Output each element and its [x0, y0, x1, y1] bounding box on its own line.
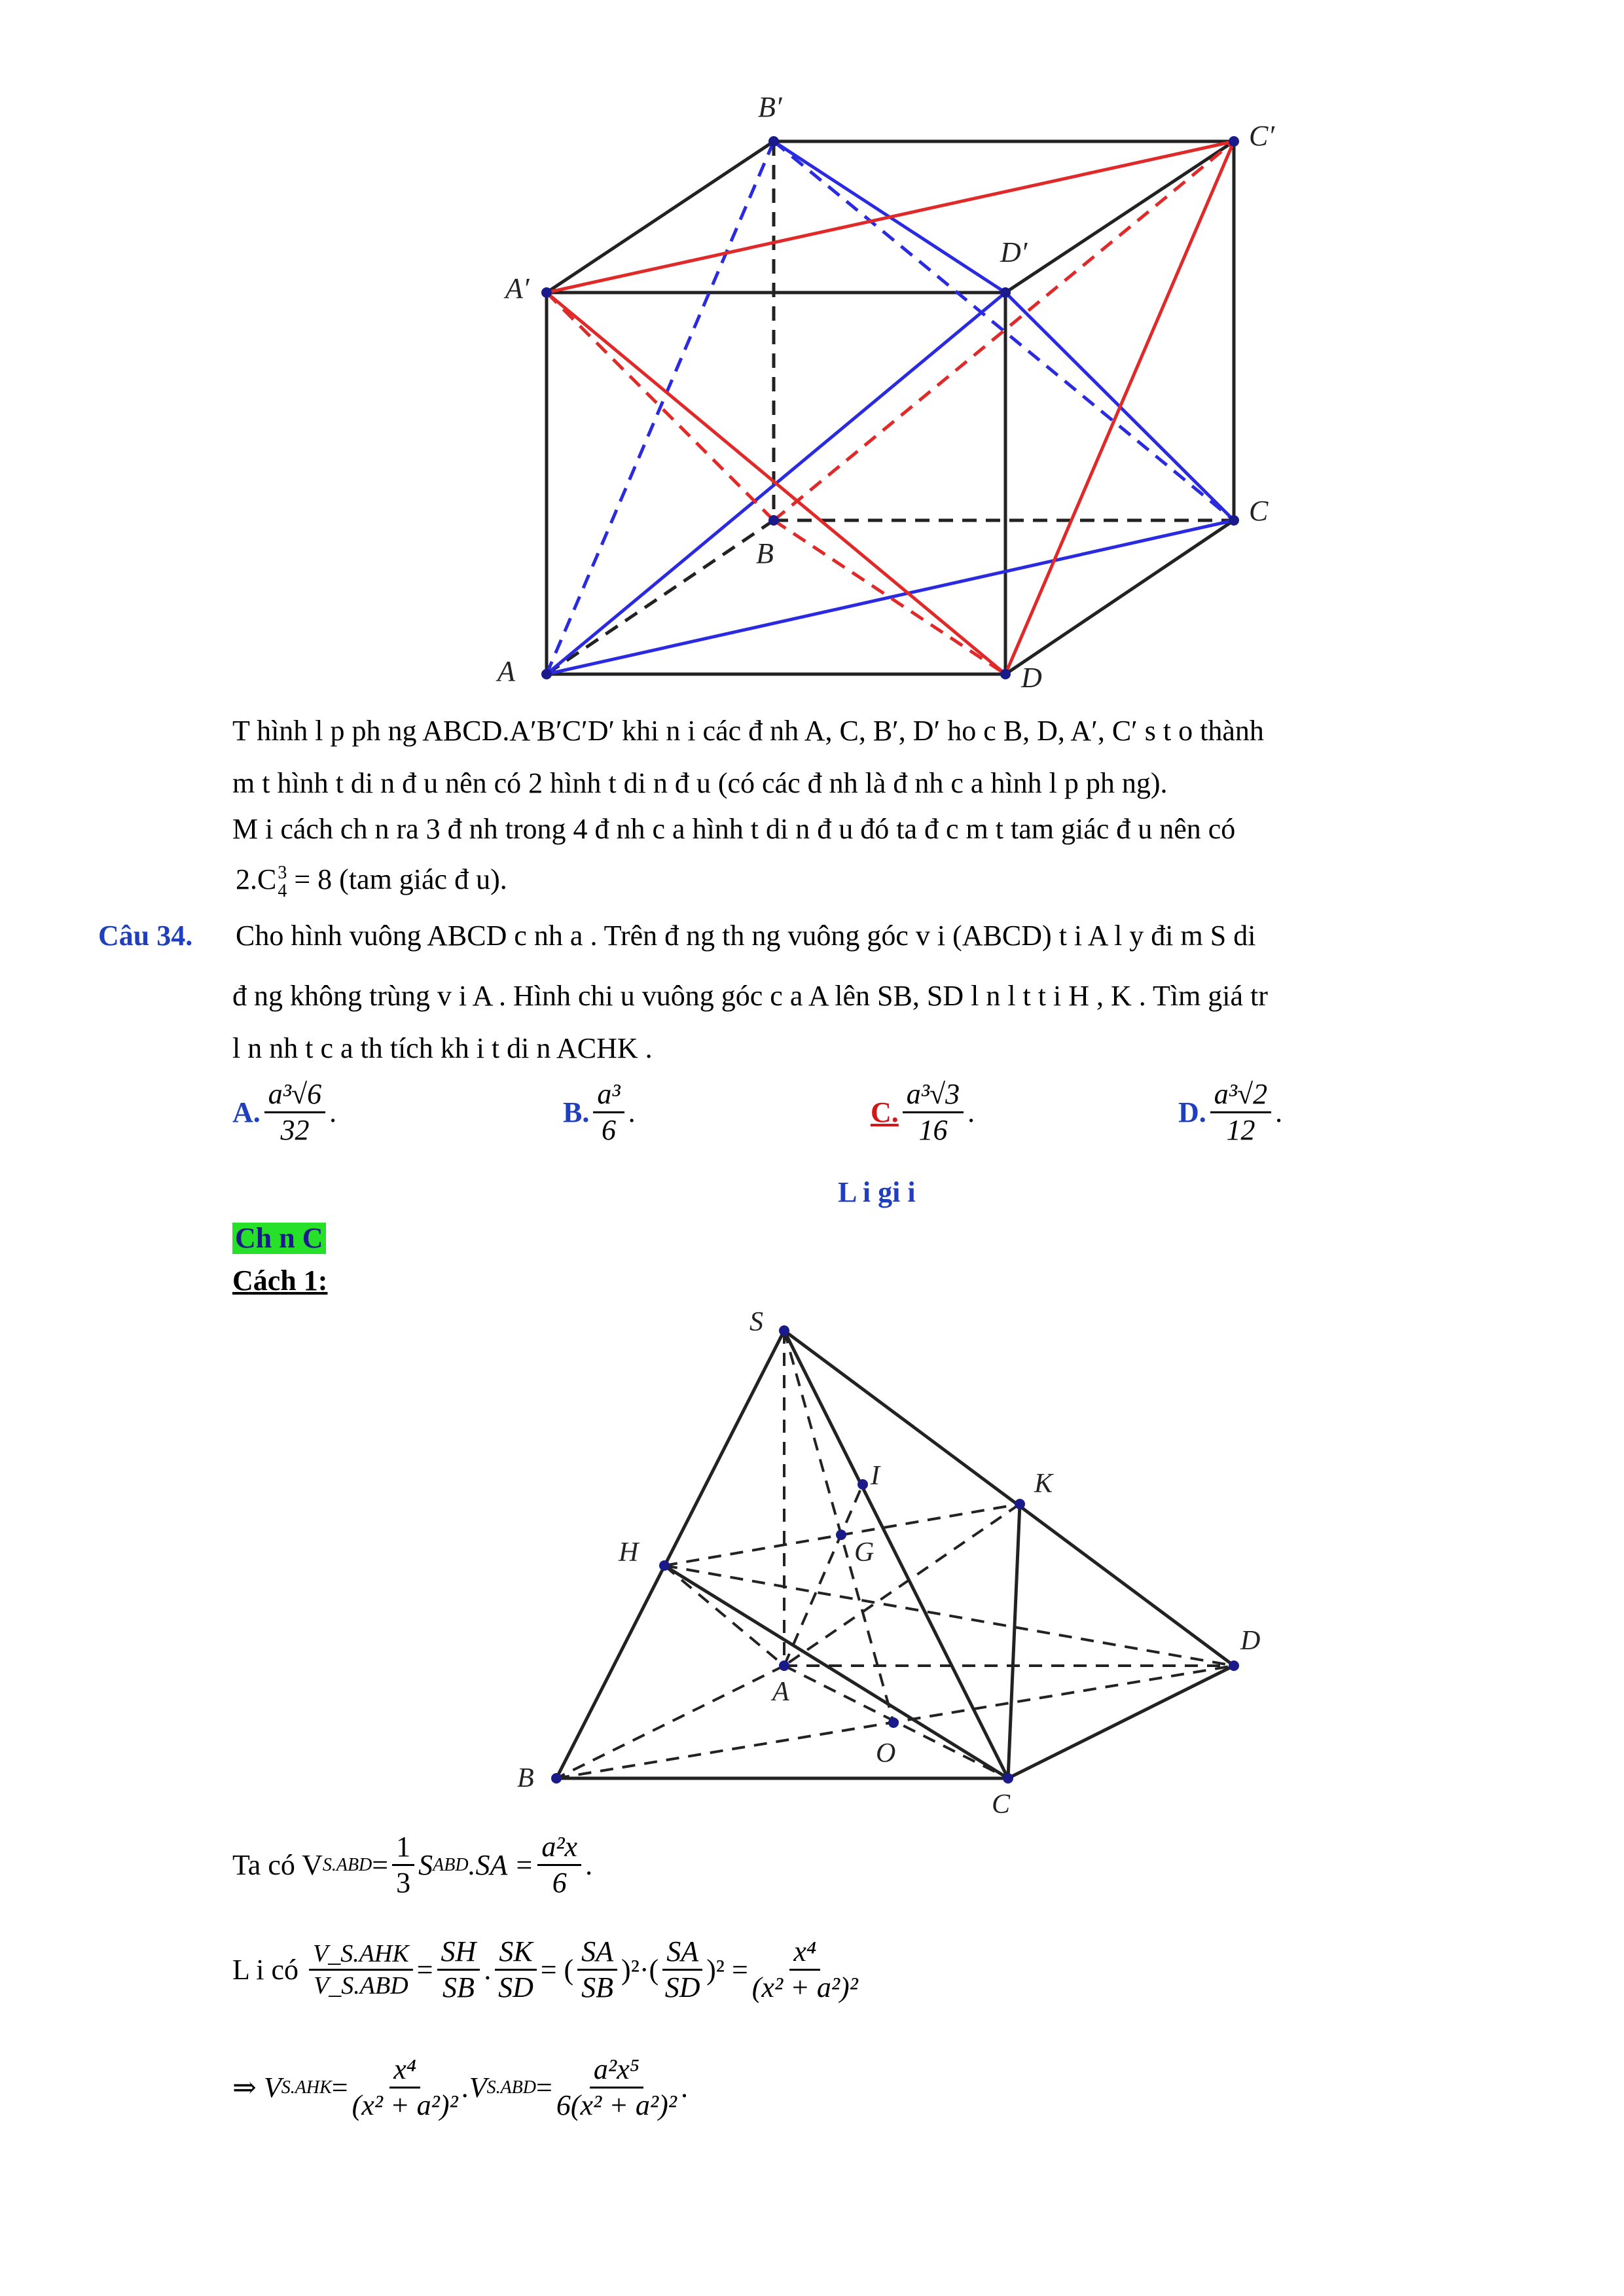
label-a: A: [497, 655, 515, 687]
label-i: I: [871, 1461, 880, 1491]
label-b: B: [756, 537, 774, 569]
label-d2: D: [1240, 1626, 1261, 1656]
answer-c-letter: C.: [871, 1096, 899, 1128]
label-g: G: [854, 1537, 875, 1568]
pyramid-figure: [0, 1296, 1624, 1820]
paragraph1-line3: M i cách ch n ra 3 đ nh trong 4 đ nh c a hình t di n đ u đó ta đ c m t tam giác đ u nên có: [232, 813, 1236, 845]
paragraph1-line4: 2.C 3 4 = 8 (tam giác đ u).: [236, 863, 507, 901]
answer-d[interactable]: D. $\frac{\text{a³√2}}{12}$ .: [1178, 1078, 1283, 1146]
label-h: H: [619, 1537, 639, 1568]
label-a2: A: [772, 1677, 789, 1707]
label-b2: B: [517, 1763, 534, 1793]
answer-d-letter: D.: [1178, 1096, 1206, 1128]
label-c-prime: C′: [1249, 120, 1274, 152]
label-b-prime: B′: [758, 91, 782, 123]
question-line1: Cho hình vuông ABCD c nh a . Trên đ ng th ng vuông góc v i (ABCD) t i A l y đi m S di: [236, 920, 1256, 952]
chosen-answer: Ch n C: [232, 1223, 326, 1254]
paragraph1-line2: m t hình t di n đ u nên có 2 hình t di n đ u (có các đ nh là đ nh c a hình l p ph ng).: [232, 767, 1168, 799]
method-heading: Cách 1:: [232, 1265, 328, 1297]
equation-2: L i có $\frac{\text{V\_S.AHK}}{\text{V\_S.ABD}}$ = $\frac{SH}{SB}$ . $\frac{SK}{SD}$ = ( $\frac{SA}{SB}$ )²·( $\frac{SA}{SD}$ )² = $\frac{\text{x⁴}}{\text{(x² + a²)²}}$: [232, 1935, 858, 2003]
answer-b[interactable]: B. $\frac{\text{a³}}{6}$ .: [563, 1078, 636, 1146]
answer-c[interactable]: C. $\frac{\text{a³√3}}{16}$ .: [871, 1078, 975, 1146]
label-a-prime: A′: [505, 272, 530, 304]
paragraph1-line1: T hình l p ph ng ABCD.A′B′C′D′ khi n i các đ nh A, C, B′, D′ ho c B, D, A′, C′ s t o thành: [232, 715, 1264, 747]
label-d: D: [1021, 662, 1042, 694]
question-line2: đ ng không trùng v i A . Hình chi u vuông góc c a A lên SB, SD l n l t t i H , K . Tìm giá tr: [232, 980, 1268, 1012]
label-c: C: [1249, 495, 1269, 527]
label-c2: C: [992, 1789, 1011, 1820]
question-label: Câu 34.: [98, 920, 193, 952]
answer-a-letter: A.: [232, 1096, 261, 1128]
solution-title: L i gi i: [838, 1176, 916, 1208]
label-d-prime: D′: [1000, 236, 1028, 268]
answer-b-letter: B.: [563, 1096, 590, 1128]
label-k: K: [1034, 1469, 1053, 1499]
cube-figure: [0, 0, 1624, 707]
label-o: O: [876, 1738, 896, 1768]
label-s: S: [749, 1307, 763, 1337]
question-line3: l n nh t c a th tích kh i t di n ACHK .: [232, 1032, 653, 1064]
equation-1: Ta có V S.ABD = $\frac{1}{3}$ S ABD .SA = $\frac{\text{a²x}}{6}$ .: [232, 1831, 593, 1899]
answer-a[interactable]: A. $\frac{\text{a³√6}}{32}$ .: [232, 1078, 337, 1146]
equation-3: ⇒ V S.AHK = $\frac{\text{x⁴}}{\text{(x² + a²)²}}$ .V S.ABD = $\frac{\text{a²x⁵}}{\text{6(x² + a²)²}}$ .: [232, 2053, 688, 2121]
